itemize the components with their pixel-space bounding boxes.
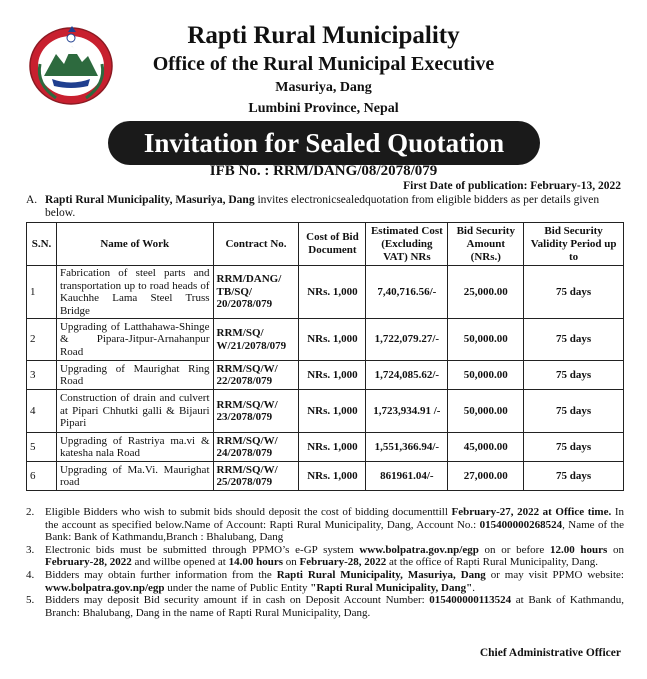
cell-sn: 4: [27, 390, 57, 433]
cell-cost: NRs. 1,000: [299, 390, 366, 433]
note-bold: 14.00 hours: [228, 556, 284, 569]
cell-cost: NRs. 1,000: [299, 361, 366, 390]
cell-contract: RRM/DANG/ TB/SQ/ 20/2078/079: [213, 266, 299, 319]
note-number: 4.: [26, 568, 35, 581]
cell-validity: 75 days: [524, 462, 624, 491]
note-text: on: [283, 556, 300, 569]
cell-sn: 1: [27, 266, 57, 319]
note-text: In the account as specified below.Name of Account: Rapti Rural Municipality, Dang, Account No.:: [45, 506, 624, 531]
note-number: 2.: [26, 506, 35, 518]
cell-estimate: 861961.04/-: [366, 462, 448, 491]
cell-validity: 75 days: [524, 266, 624, 319]
cell-cost: NRs. 1,000: [299, 462, 366, 491]
table-header-row: [27, 223, 624, 266]
header-cost-of-bid-document: Cost of Bid Document: [299, 223, 366, 266]
table-row: [27, 462, 624, 491]
header-bid-security-amount: Bid Security Amount (NRs.): [448, 223, 524, 266]
cell-work: Upgrading of Latthahawa-Shinge & Pipara-Jitpur-Arnahanpur Road: [56, 319, 213, 361]
invitation-banner: Invitation for Sealed Quotation: [108, 121, 540, 165]
note-text: at the office of Rapti Rural Municipality, Dang.: [386, 556, 598, 569]
cell-validity: 75 days: [524, 361, 624, 390]
cell-estimate: 1,551,366.94/-: [366, 433, 448, 462]
note-text: Electronic bids must be submitted through PPMO’s e-GP system: [45, 543, 360, 556]
note-text: on or before: [478, 543, 550, 556]
cell-contract: RRM/SQ/ W/21/2078/079: [213, 319, 299, 361]
note-link[interactable]: www.bolpatra.gov.np/egp: [359, 543, 479, 556]
cell-validity: 75 days: [524, 433, 624, 462]
table-row: [27, 319, 624, 361]
header-contract-no: Contract No.: [213, 223, 299, 266]
header-name-of-work: Name of Work: [56, 223, 213, 266]
note-bold: February-28, 2022: [299, 556, 387, 569]
table-row: [27, 266, 624, 319]
table-row: [27, 433, 624, 462]
publication-date: First Date of publication: February-13, 2022: [403, 180, 621, 192]
cell-security: 50,000.00: [448, 390, 524, 433]
note-5: [26, 594, 624, 619]
note-bold: 015400000113524: [429, 594, 512, 607]
header-estimated-cost: Estimated Cost (Excluding VAT) NRs: [366, 223, 448, 266]
cell-security: 50,000.00: [448, 361, 524, 390]
cell-validity: 75 days: [524, 390, 624, 433]
cell-contract: RRM/SQ/W/ 22/2078/079: [213, 361, 299, 390]
cell-cost: NRs. 1,000: [299, 319, 366, 361]
note-link[interactable]: www.bolpatra.gov.np/egp: [45, 581, 165, 594]
note-number: 5.: [26, 594, 35, 607]
cell-security: 45,000.00: [448, 433, 524, 462]
province-line: Lumbini Province, Nepal: [248, 101, 399, 116]
note-bold: "Rapti Rural Municipality, Dang": [310, 581, 473, 594]
header-validity-period: Bid Security Validity Period up to: [524, 223, 624, 266]
location-line: Masuriya, Dang: [275, 80, 372, 95]
table-row: [27, 390, 624, 433]
note-3: [26, 544, 624, 569]
municipality-title: Rapti Rural Municipality: [187, 22, 460, 49]
note-bold: Rapti Rural Municipality, Masuriya, Dang: [276, 568, 486, 581]
cell-security: 50,000.00: [448, 319, 524, 361]
intro-text: invites electronicsealedquotation from eligible bidders as per details given below.: [45, 194, 600, 219]
note-text: under the name of Public Entity: [164, 581, 311, 594]
cell-estimate: 1,724,085.62/-: [366, 361, 448, 390]
cell-security: 25,000.00: [448, 266, 524, 319]
ifb-number: IFB No. : RRM/DANG/08/2078/079: [209, 163, 438, 179]
note-bold: 12.00 hours: [549, 543, 608, 556]
quotation-table: [26, 222, 624, 491]
cell-contract: RRM/SQ/W/ 24/2078/079: [213, 433, 299, 462]
note-text: .: [472, 581, 475, 594]
note-text: and willbe opened at: [131, 556, 229, 569]
note-text: Bidders may obtain further information from the: [45, 568, 277, 581]
cell-work: Fabrication of steel parts and transportation up to road heads of Kauchhe Lama Steel Truss Bridge: [56, 266, 213, 319]
note-bold: February-28, 2022: [45, 556, 132, 569]
note-text: at Bank of Kathmandu, Branch: Bhalubang, Dang in the name of Rapti Rural Municipality, Dang.: [45, 594, 624, 619]
cell-cost: NRs. 1,000: [299, 433, 366, 462]
cell-estimate: 1,722,079.27/-: [366, 319, 448, 361]
cell-sn: 3: [27, 361, 57, 390]
note-text: Bidders may deposit Bid security amount if in cash on Deposit Account Number:: [45, 594, 430, 607]
notes-list: [26, 506, 624, 619]
cell-sn: 5: [27, 433, 57, 462]
signature-title: Chief Administrative Officer: [479, 647, 621, 659]
intro-label: A.: [26, 194, 38, 206]
note-bold: 015400000268524: [479, 518, 563, 531]
note-4: [26, 569, 624, 594]
note-text: , Name of the Bank: Bank of Kathmandu,Branch : Bhalubang, Dang: [45, 518, 624, 544]
table-row: [27, 361, 624, 390]
cell-contract: RRM/SQ/W/ 23/2078/079: [213, 390, 299, 433]
cell-estimate: 1,723,934.91 /-: [366, 390, 448, 433]
header-sn: S.N.: [27, 223, 57, 266]
note-text: or may visit PPMO website:: [485, 568, 624, 581]
cell-sn: 2: [27, 319, 57, 361]
cell-security: 27,000.00: [448, 462, 524, 491]
cell-work: Upgrading of Rastriya ma.vi & katesha nala Road: [56, 433, 213, 462]
cell-contract: RRM/SQ/W/ 25/2078/079: [213, 462, 299, 491]
note-number: 3.: [26, 543, 35, 556]
cell-work: Upgrading of Maurighat Ring Road: [56, 361, 213, 390]
note-text: on: [607, 543, 625, 556]
cell-validity: 75 days: [524, 319, 624, 361]
cell-cost: NRs. 1,000: [299, 266, 366, 319]
intro-paragraph: [26, 194, 624, 219]
cell-estimate: 7,40,716.56/-: [366, 266, 448, 319]
note-text: Eligible Bidders who wish to submit bids should deposit the cost of bidding documenttill: [45, 506, 452, 518]
intro-bold: Rapti Rural Municipality, Masuriya, Dang: [45, 194, 255, 206]
cell-sn: 6: [27, 462, 57, 491]
cell-work: Construction of drain and culvert at Pipari Chhutki galli & Bijauri Pipari: [56, 390, 213, 433]
note-2: [26, 506, 624, 544]
office-title: Office of the Rural Municipal Executive: [152, 53, 495, 75]
note-bold: February-27, 2022 at Office time.: [451, 506, 612, 518]
cell-work: Upgrading of Ma.Vi. Maurighat road: [56, 462, 213, 491]
